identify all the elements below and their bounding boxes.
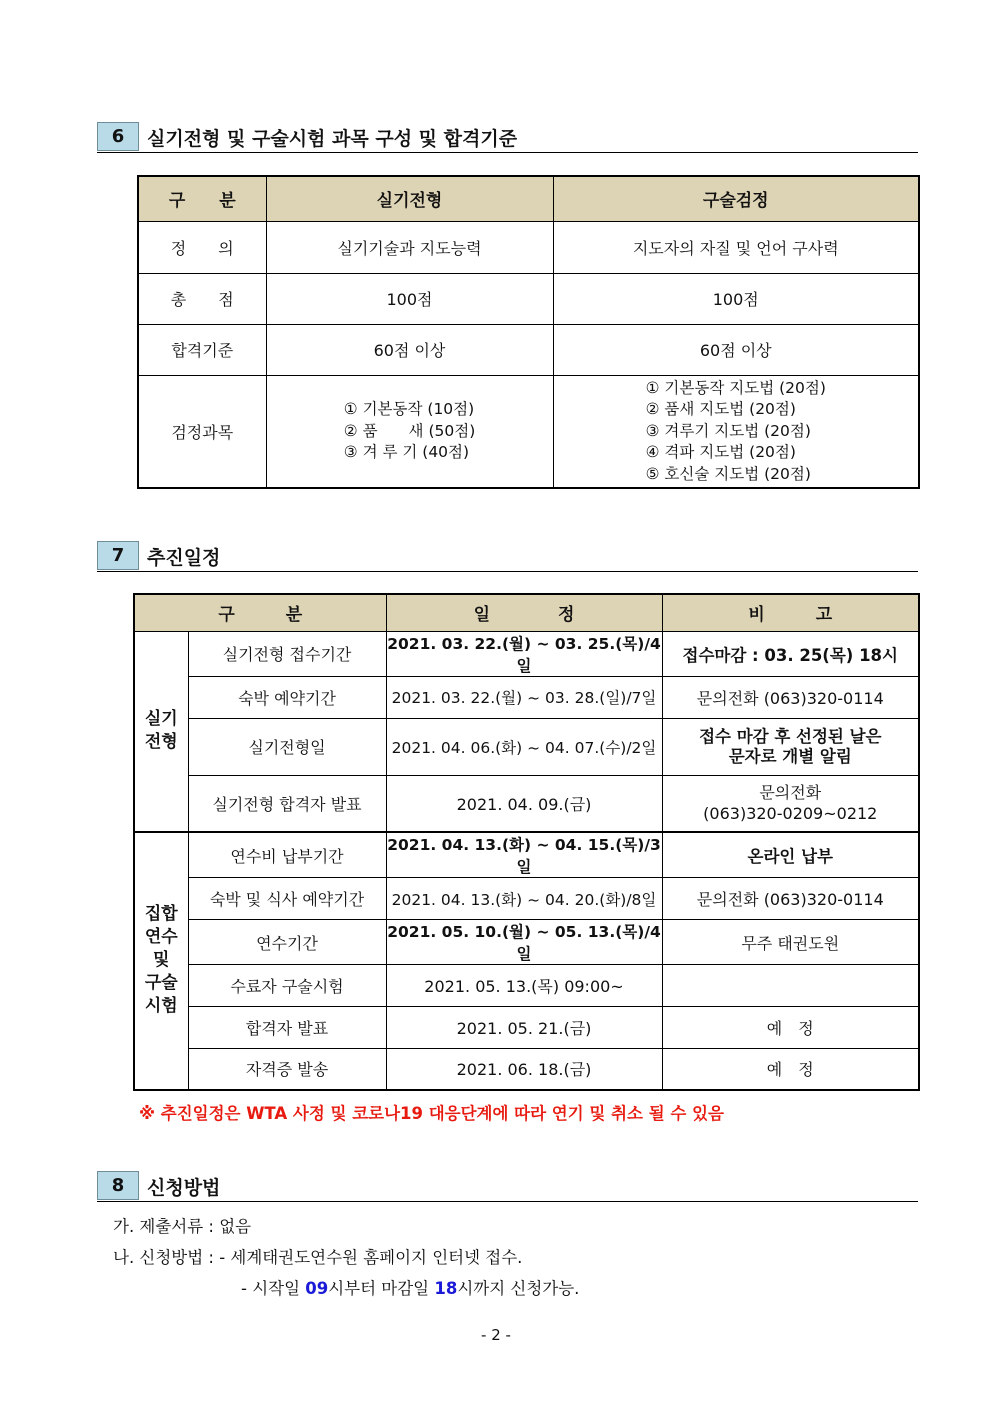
- header-practical: 실기전형: [266, 176, 553, 221]
- table-row: [134, 775, 919, 832]
- table-row: [134, 1007, 919, 1049]
- section-6-header: [97, 122, 918, 153]
- item-cell: 숙박 예약기간: [188, 676, 386, 718]
- schedule-cell: 2021. 05. 10.(월) ~ 05. 13.(목)/4일: [386, 920, 662, 965]
- table-row: [138, 375, 919, 488]
- item-cell: 실기전형 합격자 발표: [188, 775, 386, 832]
- oral-cell: 100점: [553, 273, 919, 324]
- end-hour: 18: [434, 1279, 458, 1298]
- schedule-cell: 2021. 05. 21.(금): [386, 1007, 662, 1049]
- list-item: ③ 겨루기 지도법 (20점): [645, 421, 811, 440]
- page-number: - 2 -: [481, 1326, 511, 1344]
- schedule-cell: 2021. 03. 22.(월) ~ 03. 25.(목)/4일: [386, 631, 662, 676]
- table-row: [134, 1049, 919, 1090]
- group-label-training: 집합 연수 및 구술 시험: [134, 832, 188, 1090]
- table-row: [134, 631, 919, 676]
- oral-cell: 지도자의 자질 및 언어 구사력: [553, 221, 919, 273]
- exam-structure-table: [137, 175, 920, 489]
- oral-subjects: [553, 375, 919, 488]
- schedule-cell: 2021. 04. 09.(금): [386, 775, 662, 832]
- row-label: 총 점: [138, 273, 266, 324]
- start-hour: 09: [305, 1279, 329, 1298]
- documents-line: 가. 제출서류 : 없음: [113, 1217, 252, 1236]
- note-cell: 예 정: [662, 1049, 919, 1090]
- row-label: 검정과목: [138, 375, 266, 488]
- oral-cell: 60점 이상: [553, 324, 919, 375]
- table-row: [134, 965, 919, 1007]
- item-cell: 실기전형 접수기간: [188, 631, 386, 676]
- header-category: 구 분: [138, 176, 266, 221]
- table-row: [138, 273, 919, 324]
- note-cell: 문의전화 (063)320-0114: [662, 878, 919, 920]
- table-row: [134, 878, 919, 920]
- section-8-header: [97, 1171, 918, 1202]
- item-cell: 연수비 납부기간: [188, 832, 386, 878]
- list-item: ⑤ 호신술 지도법 (20점): [645, 464, 811, 483]
- table-row: [134, 920, 919, 965]
- section-title: 신청방법: [147, 1177, 221, 1199]
- list-item: ① 기본동작 지도법 (20점): [645, 378, 826, 397]
- section-title: 실기전형 및 구술시험 과목 구성 및 합격기준: [147, 128, 518, 150]
- list-item: ② 품새 지도법 (20점): [645, 400, 796, 418]
- note-cell: [662, 965, 919, 1007]
- note-cell: 예 정: [662, 1007, 919, 1049]
- section-number: 6: [97, 122, 139, 151]
- item-cell: 자격증 발송: [188, 1049, 386, 1090]
- schedule-notice: ※ 추진일정은 WTA 사정 및 코로나19 대응단계에 따라 연기 및 취소 될 수 있음: [139, 1104, 724, 1123]
- list-item: ① 기본동작 (10점): [343, 400, 475, 418]
- item-cell: 수료자 구술시험: [188, 965, 386, 1007]
- note-cell: 접수마감 : 03. 25(목) 18시: [662, 631, 919, 676]
- header-oral: 구술검정: [553, 176, 919, 221]
- table-row: [134, 718, 919, 775]
- table-row: [134, 832, 919, 878]
- list-item: ③ 겨 루 기 (40점): [343, 443, 470, 461]
- schedule-cell: 2021. 04. 13.(화) ~ 04. 15.(목)/3일: [386, 832, 662, 878]
- note-cell: 접수 마감 후 선정된 날은 문자로 개별 알림: [662, 718, 919, 775]
- method-line: 나. 신청방법 : - 세계태권도연수원 홈페이지 인터넷 접수.: [113, 1248, 523, 1267]
- note-cell: 무주 태권도원: [662, 920, 919, 965]
- table-row: [134, 676, 919, 718]
- section-title: 추진일정: [147, 547, 221, 569]
- section-7-header: [97, 541, 918, 572]
- hours-line: - 시작일 09시부터 마감일 18시까지 신청가능.: [241, 1279, 580, 1298]
- group-label-practical: 실기 전형: [134, 631, 188, 832]
- table-row: [138, 221, 919, 273]
- item-cell: 숙박 및 식사 예약기간: [188, 878, 386, 920]
- practical-cell: 100점: [266, 273, 553, 324]
- header-schedule: 일 정: [386, 594, 662, 631]
- practical-cell: 60점 이상: [266, 324, 553, 375]
- schedule-table: [133, 593, 920, 1091]
- schedule-cell: 2021. 04. 06.(화) ~ 04. 07.(수)/2일: [386, 718, 662, 775]
- row-label: 합격기준: [138, 324, 266, 375]
- schedule-cell: 2021. 06. 18.(금): [386, 1049, 662, 1090]
- item-cell: 합격자 발표: [188, 1007, 386, 1049]
- list-item: ② 품 새 (50점): [343, 421, 476, 440]
- header-note: 비 고: [662, 594, 919, 631]
- table-row: [138, 324, 919, 375]
- item-cell: 실기전형일: [188, 718, 386, 775]
- practical-subjects: [266, 375, 553, 488]
- header-category: 구 분: [134, 594, 386, 631]
- schedule-cell: 2021. 03. 22.(월) ~ 03. 28.(일)/7일: [386, 676, 662, 718]
- section-number: 7: [97, 541, 139, 570]
- item-cell: 연수기간: [188, 920, 386, 965]
- note-cell: 온라인 납부: [662, 832, 919, 878]
- note-cell: 문의전화 (063)320-0114: [662, 676, 919, 718]
- note-cell: 문의전화 (063)320-0209~0212: [662, 775, 919, 832]
- list-item: ④ 격파 지도법 (20점): [645, 443, 796, 461]
- schedule-cell: 2021. 04. 13.(화) ~ 04. 20.(화)/8일: [386, 878, 662, 920]
- schedule-cell: 2021. 05. 13.(목) 09:00~: [386, 965, 662, 1007]
- practical-cell: 실기기술과 지도능력: [266, 221, 553, 273]
- row-label: 정 의: [138, 221, 266, 273]
- section-number: 8: [97, 1171, 139, 1200]
